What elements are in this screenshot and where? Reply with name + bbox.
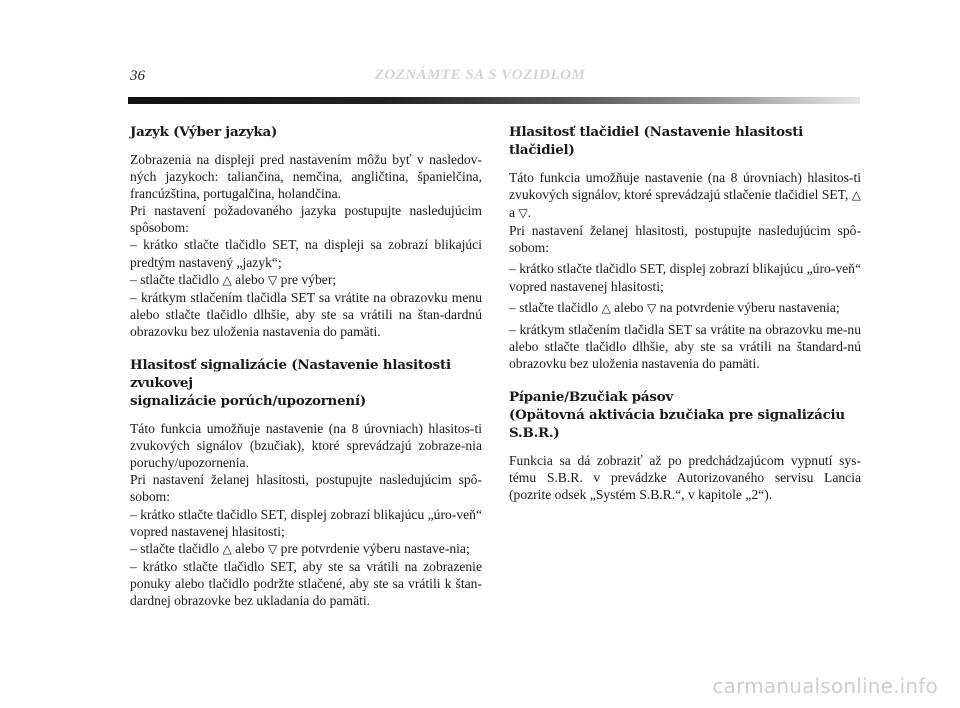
paragraph: Pri nastavení želanej hlasitosti, postupujte nasledujúcim spô-sobom: <box>130 472 482 505</box>
spacer <box>130 340 482 356</box>
paragraph-with-icons <box>130 271 482 289</box>
page-number: 36 <box>130 68 145 84</box>
paragraph: – krátko stlačte tlačidlo SET, aby ste sa vrátili na zobrazenie ponuky alebo tlačidlo podržte stlačené, aby ste sa vrátili k štan-dardnej obrazovke bez ukladania do pamäti. <box>130 558 482 608</box>
text: Táto funkcia umožňuje nastavenie (na 8 úrovniach) hlasitos-ti zvukových signálov, ktoré sprevádzajú stlačenie tlačidiel SET, <box>509 170 861 203</box>
triangle-down-icon: ▽ <box>268 541 278 556</box>
text: na potvrdenie výberu nastavenia; <box>659 299 840 315</box>
text: – stlačte tlačidlo <box>130 540 220 556</box>
heading-button-volume: Hlasitosť tlačidiel (Nastavenie hlasitosti tlačidiel) <box>509 124 804 158</box>
paragraph-with-icons <box>509 169 861 222</box>
paragraph: Funkcia sa dá zobraziť až po predchádzajúcom vypnutí sys-tému S.B.R. v prevádzke Autorizovaného servisu Lancia (pozrite odsek „Systém S.B.R.“, v kapitole „2“). <box>509 453 861 503</box>
paragraph: Pri nastavení požadovaného jazyka postupujte nasledujúcim spôsobom: <box>130 203 482 236</box>
text: a <box>509 205 516 221</box>
heading-signal-volume <box>130 356 482 410</box>
heading-line: signalizácie porúch/upozornení) <box>130 393 366 410</box>
triangle-down-icon: ▽ <box>647 300 657 315</box>
paragraph-with-icons <box>130 540 482 558</box>
paragraph: – krátkym stlačením tlačidla SET sa vrátite na obrazovku menu alebo stlačte tlačidlo dlhšie, aby ste sa vrátili na štan-dardnú obrazovku bez uloženia nastavenia do pamäti. <box>130 289 482 339</box>
paragraph: – krátko stlačte tlačidlo SET, displej zobrazí blikajúcu „úro-veň“ vopred nastavenej hlasitosti; <box>130 506 482 539</box>
text: – stlačte tlačidlo <box>130 271 220 287</box>
paragraph-with-icons <box>509 299 861 317</box>
triangle-up-icon: △ <box>222 541 232 556</box>
paragraph: – krátko stlačte tlačidlo SET, displej zobrazí blikajúcu „úro-veň“ vopred nastavenej hlasitosti; <box>509 261 861 294</box>
text: alebo <box>235 271 265 287</box>
watermark: carmanualsonline.info <box>712 674 938 698</box>
text: pre potvrdenie výberu nastave-nia; <box>280 540 470 556</box>
text: . <box>527 205 532 221</box>
paragraph: – krátkym stlačením tlačidla SET sa vrátite na obrazovku me-nu alebo stlačte tlačidlo dlhšie, aby ste sa vrátili na štandard-nú obrazovku bez uloženia nastavenia do pamäti. <box>509 321 861 371</box>
text: pre výber; <box>280 271 337 287</box>
paragraph: Pri nastavení želanej hlasitosti, postupujte nasledujúcim spô-sobom: <box>509 223 861 256</box>
heading-belt-buzzer <box>509 388 861 442</box>
heading-line: (Opätovná aktivácia bzučiaka pre signalizáciu S.B.R.) <box>509 407 845 442</box>
left-column <box>130 123 482 609</box>
triangle-down-icon: ▽ <box>518 206 528 221</box>
paragraph: Táto funkcia umožňuje nastavenie (na 8 úrovniach) hlasitos-ti zvukových signálov (bzučiak), ktoré sprevádzajú zobraze-nia poruchy/upozornenia. <box>130 421 482 471</box>
triangle-down-icon: ▽ <box>268 272 278 287</box>
triangle-up-icon: △ <box>601 300 611 315</box>
paragraph: Zobrazenia na displeji pred nastavením môžu byť v nasledov-ných jazykoch: taliančina, nemčina, angličtina, španielčina, francúzština, portugalčina, holandčina. <box>130 152 482 202</box>
heading-line: Hlasitosť signalizácie (Nastavenie hlasitosti zvukovej <box>130 357 451 392</box>
triangle-up-icon: △ <box>222 272 232 287</box>
text: alebo <box>614 299 644 315</box>
page-header <box>0 0 960 110</box>
section-title: ZOZNÁMTE SA S VOZIDLOM <box>374 67 586 83</box>
right-column <box>509 123 861 503</box>
paragraph: – krátko stlačte tlačidlo SET, na displeji sa zobrazí blikajúci predtým nastavený „jazyk“; <box>130 237 482 270</box>
triangle-up-icon: △ <box>851 188 861 203</box>
heading-language: Jazyk (Výber jazyka) <box>130 124 278 140</box>
text: alebo <box>235 540 265 556</box>
header-rule <box>128 97 860 104</box>
text: – stlačte tlačidlo <box>509 299 599 315</box>
spacer <box>509 372 861 388</box>
heading-line: Pípanie/Bzučiak pásov <box>509 389 674 406</box>
